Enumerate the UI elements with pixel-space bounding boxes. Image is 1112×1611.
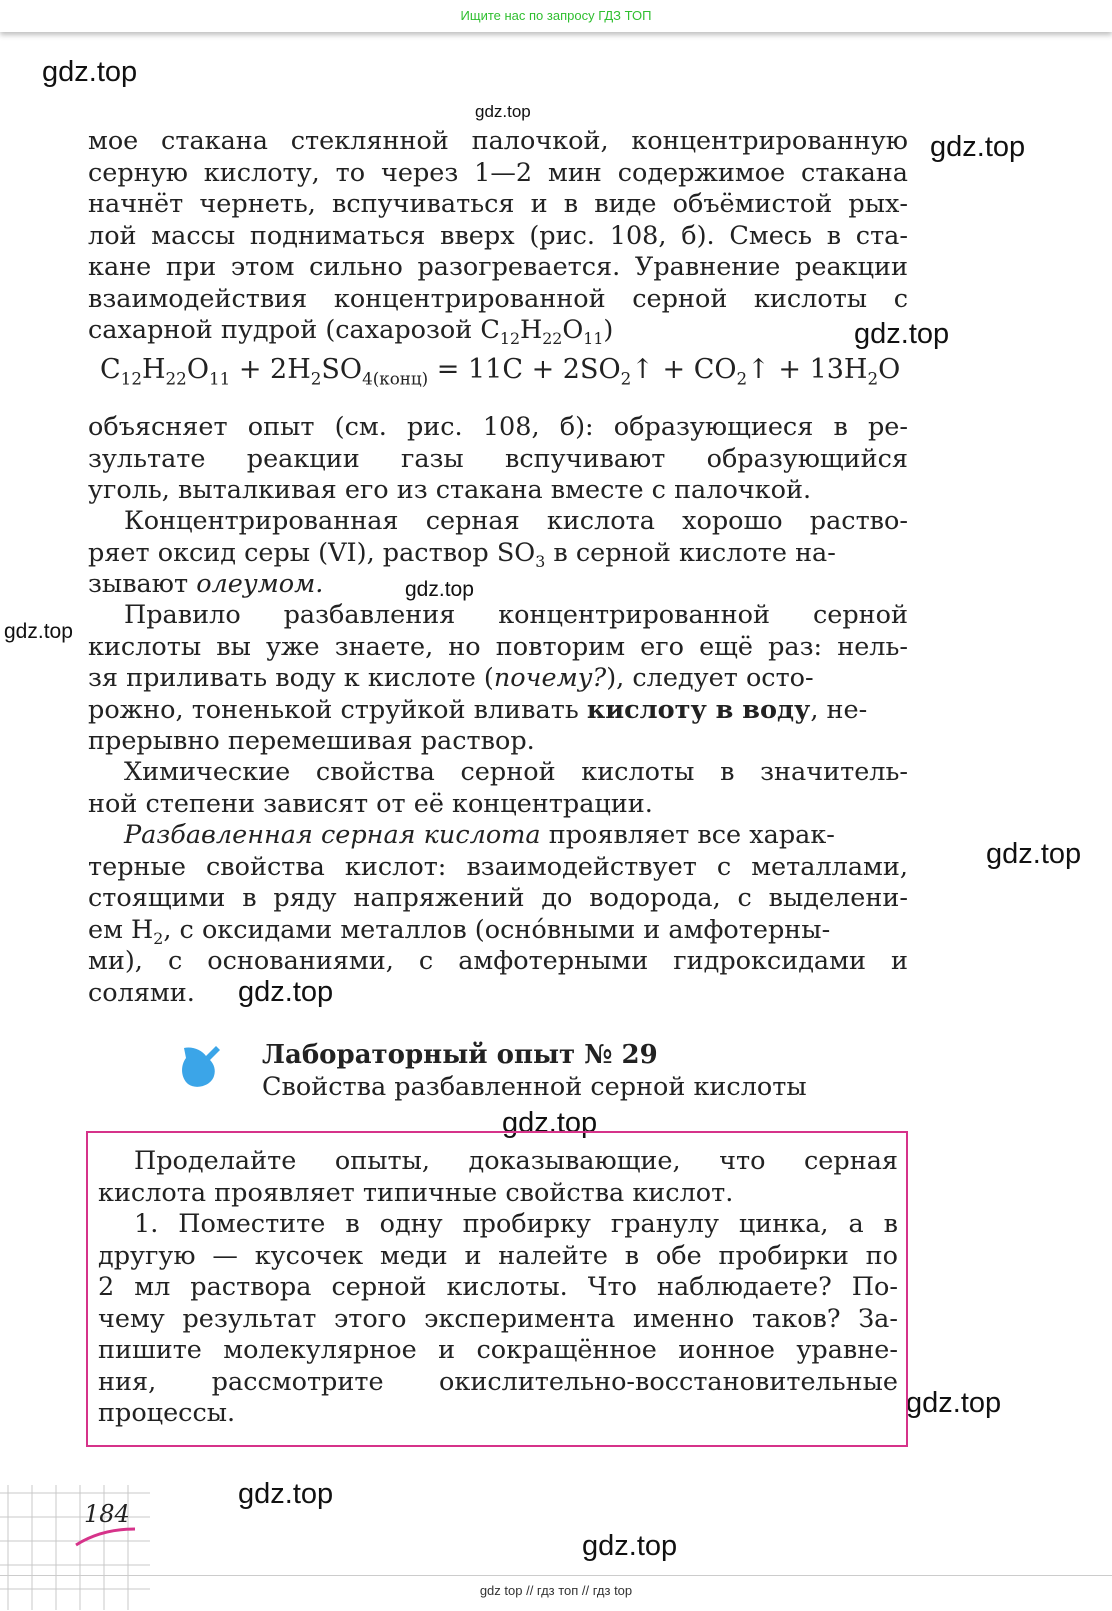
text-line: зывают олеумом. bbox=[88, 569, 324, 599]
watermark: gdz.top bbox=[502, 1107, 598, 1139]
text-line: взаимодействия концентрированной серной кислоты с bbox=[88, 283, 908, 314]
text-line: мое стакана стеклянной палочкой, концентрированную bbox=[88, 126, 908, 156]
watermark: gdz.top bbox=[238, 976, 334, 1008]
text-line: чему результат этого эксперимента именно таков? За- bbox=[98, 1303, 898, 1334]
watermark: gdz.top bbox=[986, 838, 1082, 870]
text-line: Проделайте опыты, доказывающие, что серная bbox=[134, 1146, 898, 1176]
watermark: gdz.top bbox=[238, 1478, 334, 1510]
lab-subtitle: Свойства разбавленной серной кислоты bbox=[262, 1072, 807, 1102]
watermark: gdz.top bbox=[930, 131, 1026, 163]
text-line: начнёт чернеть, вспучиваться и в виде объёмистой рых- bbox=[88, 189, 908, 219]
text-line: другую — кусочек меди и налейте в обе пробирки по bbox=[98, 1240, 898, 1271]
text-line: прерывно перемешивая раствор. bbox=[88, 726, 535, 756]
paragraph-sugar-reaction bbox=[88, 126, 908, 347]
text-line: Правило разбавления концентрированной серной bbox=[124, 600, 908, 630]
text-line: зя приливать воду к кислоте (почему?), следует осто- bbox=[88, 663, 814, 693]
watermark: gdz.top bbox=[42, 56, 138, 88]
paragraph-oleum bbox=[88, 506, 908, 601]
text-line: пишите молекулярное и сокращённое ионное уравне- bbox=[98, 1335, 898, 1365]
watermark: gdz.top bbox=[4, 620, 73, 643]
text-line: кислота проявляет типичные свойства кислот. bbox=[98, 1177, 734, 1208]
text-line: уголь, выталкивая его из стакана вместе с палочкой. bbox=[88, 475, 812, 505]
paragraph-explanation bbox=[88, 412, 908, 507]
watermark: gdz.top bbox=[405, 578, 474, 601]
footer-links[interactable]: gdz top // гдз топ // гдз top bbox=[0, 1575, 1112, 1611]
text-line: рожно, тоненькой струйкой вливать кислоту в воду, не- bbox=[88, 694, 868, 725]
top-banner[interactable]: Ищите нас по запросу ГДЗ ТОП bbox=[0, 0, 1112, 32]
lab-instructions-text bbox=[98, 1146, 898, 1430]
page-number: 184 bbox=[84, 1500, 130, 1528]
text-line: ной степени зависят от её концентрации. bbox=[88, 788, 653, 819]
text-line: стоящими в ряду напряжений до водорода, с выделени- bbox=[88, 883, 908, 913]
text-line: серную кислоту, то через 1—2 мин содержимое стакана bbox=[88, 157, 908, 188]
paragraph-dilution-rule bbox=[88, 600, 908, 758]
text-line: солями. bbox=[88, 977, 195, 1008]
text-line: зультате реакции газы вспучивают образующийся bbox=[88, 443, 908, 474]
watermark: gdz.top bbox=[906, 1387, 1002, 1419]
watermark: gdz.top bbox=[475, 102, 531, 121]
text-line: лой массы подниматься вверх (рис. 108, б). Смесь в ста- bbox=[88, 220, 908, 251]
watermark: gdz.top bbox=[582, 1530, 678, 1562]
lab-title: Лабораторный опыт № 29 bbox=[262, 1040, 658, 1070]
text-line: сахарной пудрой (сахарозой $C_{12}H_{22}O_{11}$) bbox=[88, 315, 614, 349]
watermark: gdz.top bbox=[854, 318, 950, 350]
text-line: ния, рассмотрите окислительно-восстановительные bbox=[98, 1366, 898, 1397]
text-line: терные свойства кислот: взаимодействует с металлами, bbox=[88, 851, 908, 882]
text-line: ми), с основаниями, с амфотерными гидроксидами и bbox=[88, 946, 908, 976]
paragraph-dilute-acid bbox=[88, 820, 908, 1009]
text-line: 1. Поместите в одну пробирку гранулу цинка, а в bbox=[134, 1209, 898, 1239]
text-line: Концентрированная серная кислота хорошо раство- bbox=[124, 506, 908, 536]
reaction-equation: $C_{12}H_{22}O_{11} + 2H_2SO_{4(конц)} = 11C$ + $2SO_2↑$ + $CO_2↑ + 13H_2O$ bbox=[100, 354, 901, 389]
flask-icon bbox=[178, 1044, 224, 1094]
text-line: кане при этом сильно разогревается. Уравнение реакции bbox=[88, 252, 908, 282]
text-line: Разбавленная серная кислота проявляет все харак- bbox=[124, 820, 835, 850]
text-line: объясняет опыт (см. рис. 108, б): образующиеся в ре- bbox=[88, 412, 908, 442]
paragraph-properties bbox=[88, 757, 908, 820]
text-line: процессы. bbox=[98, 1398, 236, 1428]
text-line: ем $H_2$, с оксидами металлов (оснóвными и амфотерны- bbox=[88, 914, 831, 948]
text-line: Химические свойства серной кислоты в значитель- bbox=[124, 757, 908, 787]
text-line: кислоты вы уже знаете, но повторим его ещё раз: нель- bbox=[88, 631, 908, 662]
text-line: 2 мл раствора серной кислоты. Что наблюдаете? По- bbox=[98, 1272, 898, 1302]
text-line: ряет оксид серы (VI), раствор $SO_3$ в серной кислоте на- bbox=[88, 537, 836, 571]
